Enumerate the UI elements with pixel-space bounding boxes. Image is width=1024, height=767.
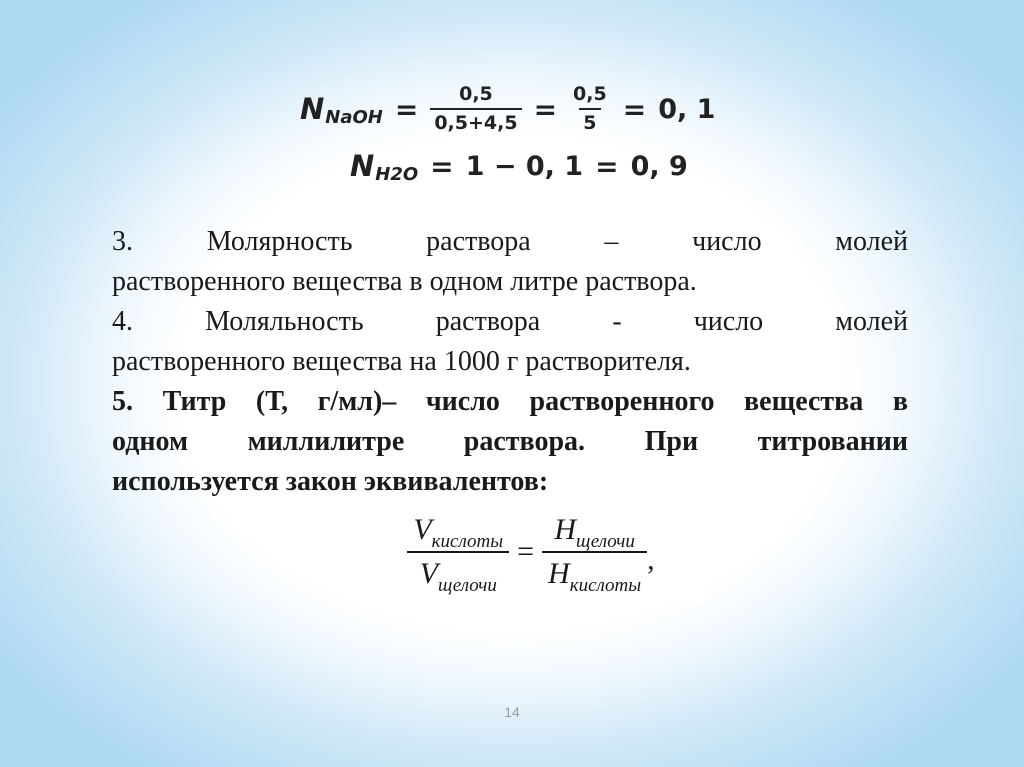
equals-sign: = — [517, 534, 535, 568]
normality-ratio-denominator — [542, 553, 647, 596]
formula-var: N — [350, 149, 375, 183]
molality-line-2: растворенного вещества на 1000 г растворителя. — [112, 346, 691, 377]
fraction — [569, 85, 611, 133]
titer-line-2: одном миллилитре раствора. При титровании — [112, 426, 908, 457]
normality-ratio — [542, 512, 647, 596]
volume-ratio-numerator — [407, 513, 509, 553]
formula-subscript: кислоты — [431, 530, 504, 552]
mole-fraction-formulas — [300, 78, 820, 190]
equals-sign: = — [622, 92, 647, 126]
formula-var: Н — [548, 556, 570, 590]
formula-result: 0, 9 — [630, 150, 688, 182]
formula-var: V — [413, 512, 432, 546]
molarity-line-1: 3. Молярность раствора – число молей — [112, 226, 908, 257]
formula-subscript: NaOH — [325, 106, 383, 128]
definitions-text — [112, 222, 908, 502]
fraction-numerator: 0,5 — [573, 83, 607, 105]
formula-subscript: щелочи — [575, 530, 635, 552]
formula-expression: 1 − 0, 1 — [465, 150, 584, 182]
volume-ratio-denominator — [407, 553, 509, 596]
formula-result: 0, 1 — [658, 93, 716, 125]
titer-line-3: используется закон эквивалентов: — [112, 466, 549, 497]
molarity-line-2: растворенного вещества в одном литре раствора. — [112, 266, 697, 297]
equals-sign: = — [533, 92, 558, 126]
fraction — [430, 85, 521, 133]
formula-subscript: щелочи — [437, 574, 497, 596]
formula-subscript: кислоты — [569, 574, 642, 596]
formula-comma: , — [647, 543, 655, 576]
fraction-denominator: 5 — [579, 108, 600, 133]
fraction-denominator: 0,5+4,5 — [430, 108, 521, 133]
molality-line-1: 4. Моляльность раствора - число молей — [112, 306, 908, 337]
equals-sign: = — [595, 149, 619, 183]
fraction-numerator: 0,5 — [459, 83, 493, 105]
formula-var: V — [419, 556, 438, 590]
formula-subscript: H2O — [375, 163, 419, 185]
titer-line-1: 5. Титр (Т, г/мл)– число растворенного вещества в — [112, 386, 908, 417]
volume-ratio — [407, 512, 509, 596]
formula-var: N — [300, 92, 325, 126]
equivalents-law-formula — [358, 498, 704, 605]
formula-var: Н — [554, 512, 576, 546]
page-number: 14 — [504, 704, 520, 720]
equals-sign: = — [394, 92, 419, 126]
formula-naoh — [300, 78, 820, 140]
formula-h2o — [300, 142, 820, 190]
normality-ratio-numerator — [542, 513, 647, 553]
equals-sign: = — [430, 149, 454, 183]
